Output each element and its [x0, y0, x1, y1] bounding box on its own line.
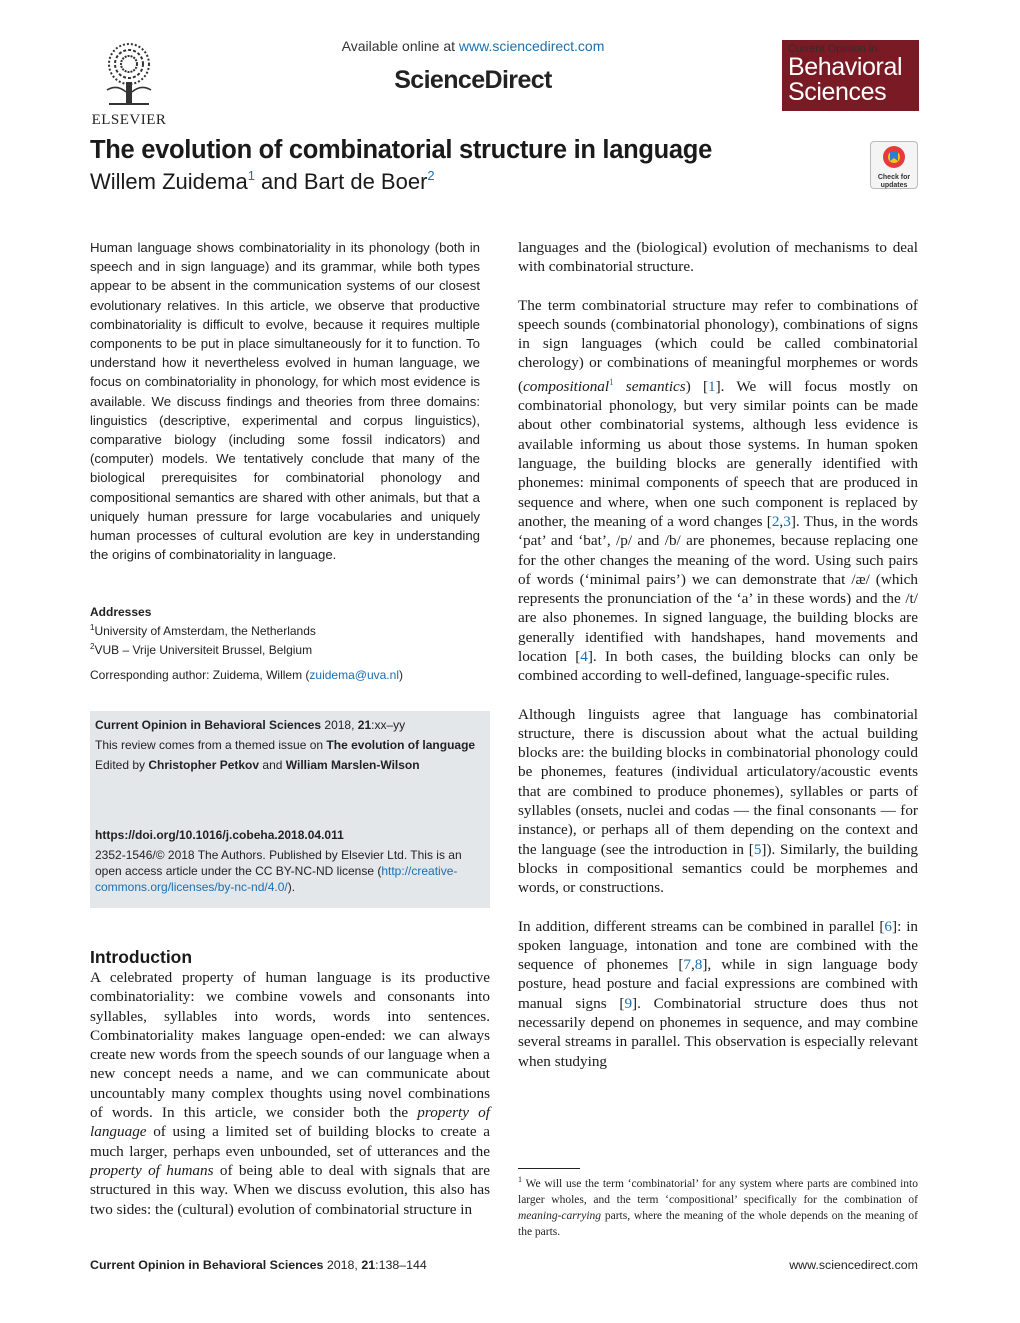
citation-3[interactable]: 3	[783, 512, 791, 530]
introduction-paragraph	[90, 968, 490, 1219]
check-updates-line2: updates	[880, 182, 908, 189]
infobox-editor-and: and	[259, 758, 286, 772]
elsevier-wordmark: ELSEVIER	[91, 112, 167, 128]
p2-text-c: ]. We will focus mostly on combinatorial phonology, but very similar points can be made about other combinatorial systems, although less evidence is available informing us about those systems. In human spoken language, the building blocks are generally identified with phonemes: minimal components of speech that are produced in sequence and where, when one such component is replaced by another, the meaning of a word changes [	[518, 377, 918, 530]
infobox-theme-title: The evolution of language	[326, 738, 476, 752]
citation-8[interactable]: 8	[694, 956, 703, 974]
article-title: The evolution of combinatorial structure in language	[90, 136, 712, 164]
journal-logo	[782, 40, 919, 111]
journal-logo-line2: Sciences	[788, 78, 887, 106]
citation-7[interactable]: 7	[683, 956, 691, 974]
infobox-theme-prefix: This review comes from a themed issue on	[95, 738, 327, 752]
p2-text-b: ) [	[685, 377, 708, 395]
footnote-text-a: We will use the term ‘combinatorial’ for any system where parts are combined into larger wholes, and the term ‘compositional’ specifically for the combination of	[518, 1177, 918, 1206]
citation-9[interactable]: 9	[624, 994, 633, 1012]
check-updates-icon	[881, 145, 907, 169]
author-2-affiliation[interactable]: 2	[427, 168, 435, 183]
right-paragraph-2: The term combinatorial structure may refer to combinations of speech sounds (combinatorial phonology), combinations of signs in sign languages (which could be called combinatorial cherology) or combinations of meaningful morphemes or words (compositional$^1$ semantics) [1]. We will focus mostly on combinatorial phonology, but very similar points can be made about other combinatorial systems, although less evidence is available informing us about those systems. In human spoken language, the building blocks are generally identified with phonemes: minimal components of speech that are produced in sequence and where, when one such component is replaced by another, the meaning of a word changes [2,3]. Thus, in the words ‘pat’ and ‘bat’, /p/ and /b/ are phonemes, because replacing one for the other changes the meaning of the word. Using such pairs of words (‘minimal pairs’) we can demonstrate that /æ/ (which represents the pronunciation of the ‘a’ in these words) and the /t/ are also phonemes. In signed language, the building blocks are generally identified with handshapes, hand movements and location [4]. In both cases, the building blocks can only be combined according to well-defined, language-specific rules.	[518, 296, 919, 685]
author-2: Bart de Boer	[303, 169, 428, 194]
address-2-text: VUB – Vrije Universiteit Brussel, Belgium	[94, 643, 313, 657]
infobox-license-link[interactable]: http://creative-commons.org/licenses/by-nc-nd/4.0/	[95, 864, 458, 894]
intro-text-2: of using a limited set of building blocks to create a much larger, perhaps even unbounded, set of utterances and the	[90, 1123, 490, 1160]
p2-text-d: ]. Thus, in the words ‘pat’ and ‘bat’, /p/ and /b/ are phonemes, because replacing one for the other changes the meaning of the word. Using such pairs of words (‘minimal pairs’) we can demonstrate that /æ/ (which represents the pronunciation of the ‘a’ in these words) and the /t/ are also phonemes. In signed language, the building blocks are generally identified with handshapes, hand movements and location [	[518, 512, 919, 665]
introduction-heading: Introduction	[90, 947, 193, 967]
footer-journal: Current Opinion in Behavioral Sciences	[90, 1258, 324, 1272]
citation-1[interactable]: 1	[708, 377, 716, 395]
author-and: and	[254, 169, 304, 194]
citation-4[interactable]: 4	[580, 648, 588, 665]
corresponding-email-link[interactable]: zuidema@uva.nl	[309, 668, 399, 682]
corresponding-suffix: )	[398, 668, 403, 682]
p2-italic-semantics: semantics	[613, 377, 686, 395]
author-1-affiliation[interactable]: 1	[247, 168, 255, 183]
infobox-doi[interactable]	[95, 827, 485, 843]
addresses-heading: Addresses	[90, 605, 152, 619]
infobox-editor-1: Christopher Petkov	[148, 758, 260, 772]
footnote-ref-1[interactable]: 1	[609, 376, 614, 387]
p3-text-a: Although linguists agree that language has combinatorial structure, there is discussion about what the actual building blocks are: the building blocks in combinatorial phonology could be phonemes, features (individual articulatory/acoustic events that are combined to produce phonemes), syllables or parts of syllables (onsets, nuclei and codas — the final consonants — for instance), or perhaps all of them depending on the context and the language (see the introduction in [	[518, 705, 918, 858]
right-paragraph-1: languages and the (biological) evolution of mechanisms to deal with combinatorial structure.	[518, 239, 918, 276]
right-paragraph-3	[518, 705, 918, 898]
infobox-volume: 21	[357, 718, 372, 732]
infobox-doi-link[interactable]: https://doi.org/10.1016/j.cobeha.2018.04.011	[95, 828, 344, 842]
infobox-copyright-text: 2352-1546/© 2018 The Authors. Published by Elsevier Ltd. This is an open access article under the CC BY-NC-ND license (	[95, 848, 462, 878]
corresponding-author	[90, 668, 490, 682]
footer-volume: 21	[361, 1258, 376, 1272]
address-1-sup: 1	[90, 623, 95, 632]
p2-text-a: The term combinatorial structure may refer to combinations of speech sounds (combinatorial phonology), combinations of signs in sign languages (which could be called combinatorial cherology) or combinations of meaningful morphemes or words (	[518, 296, 918, 395]
footer-year: 2018,	[323, 1258, 362, 1272]
article-info-box	[90, 711, 490, 908]
footnote-1	[518, 1172, 918, 1240]
intro-text-3: of being able to deal with signals that are structured in this way. When we discuss evolution, this also has two sides: the (cultural) evolution of combinatorial structure in	[90, 1161, 490, 1218]
footer-citation	[90, 1258, 427, 1272]
footnote-text-b: parts, where the meaning of the whole depends on the meaning of the parts.	[518, 1209, 918, 1238]
citation-2[interactable]: 2	[771, 512, 780, 530]
p3-text-b: ]). Similarly, the building blocks in compositional semantics could be morphemes and words, or constructions.	[518, 840, 918, 897]
p2-italic-compositional: compositional	[523, 377, 610, 395]
sciencedirect-wordmark: ScienceDirect	[394, 66, 552, 94]
infobox-editor-2: William Marslen-Wilson	[285, 758, 420, 772]
citation-6[interactable]: 6	[884, 917, 893, 935]
footer-url[interactable]: www.sciencedirect.com	[789, 1258, 918, 1272]
abstract: Human language shows combinatoriality in its phonology (both in speech and in sign language) and its grammar, while both types appear to be absent in the communication systems of our closest evolutionary relatives. In this article, we observe that productive combinatoriality is difficult to evolve, because it requires multiple components to be put in place simultaneously for it to function. To understand how it nevertheless evolved in human language, we focus on combinatoriality in phonology, for which most evidence is available. We discuss findings and theories from three domains: linguistics (descriptive, experimental and corpus linguistics), comparative biology (including some fossil indicators) and (computer) models. We tentatively conclude that many of the biological prerequisites for combinatorial phonology and compositional semantics are shared with other animals, but that a uniquely human pressure for large vocabularies and uniquely human processes of cultural evolution are key in understanding the origins of combinatoriality in language.	[90, 240, 480, 563]
infobox-editors	[95, 757, 485, 773]
address-1-text: University of Amsterdam, the Netherlands	[94, 624, 316, 638]
infobox-copyright	[95, 847, 485, 895]
address-2	[90, 639, 490, 658]
intro-italic-1: property of language	[90, 1104, 490, 1141]
right-column	[518, 238, 918, 1090]
citation-5[interactable]: 5	[753, 840, 762, 858]
right-paragraph-4: In addition, different streams can be combined in parallel [6]: in spoken language, intonation and tone are combined with the sequence of phonemes [7,8], while in sign language body posture, head posture and facial expressions are combined with manual signs [9]. Combinatorial structure does thus not necessarily depend on phonemes in sequence, and may combine several streams in parallel. This observation is especially relevant when studying	[518, 917, 919, 1070]
sciencedirect-link[interactable]: www.sciencedirect.com	[458, 38, 605, 54]
infobox-edited-prefix: Edited by	[95, 758, 149, 772]
infobox-pages: :xx–yy	[371, 718, 406, 732]
address-2-sup: 2	[90, 642, 95, 651]
infobox-copyright-end: ).	[287, 880, 296, 894]
infobox-journal: Current Opinion in Behavioral Sciences	[95, 718, 322, 732]
corresponding-prefix: Corresponding author: Zuidema, Willem (	[90, 668, 310, 682]
journal-logo-small: Current Opinion in	[788, 43, 878, 55]
available-prefix: Available online at	[341, 38, 459, 54]
author-list	[90, 168, 435, 195]
p4-text-d: ]. Combinatorial structure does thus not necessarily depend on phonemes in sequence, and may combine several streams in parallel. This observation is especially relevant when studying	[518, 994, 918, 1070]
p2-text-e: ]. In both cases, the building blocks can only be combined according to well-defined, language-specific rules.	[518, 648, 918, 685]
p4-text-a: In addition, different streams can be combined in parallel [	[518, 917, 885, 935]
journal-logo-line1: Behavioral	[788, 53, 903, 81]
addresses	[90, 604, 490, 658]
infobox-citation	[95, 717, 485, 733]
intro-italic-2: property of humans	[90, 1161, 214, 1179]
infobox-theme	[95, 737, 485, 753]
check-for-updates-badge[interactable]	[870, 141, 918, 189]
footnote-italic: meaning-carrying	[518, 1209, 602, 1222]
address-1	[90, 620, 490, 639]
p4-text-c: ], while in sign language body posture, head posture and facial expressions are combined with manual signs [	[518, 956, 918, 1012]
footer-pages: :138–144	[375, 1258, 427, 1272]
footnote-divider	[518, 1168, 580, 1169]
author-1: Willem Zuidema	[90, 169, 248, 194]
p4-text-b: ]: in spoken language, intonation and tone are combined with the sequence of phonemes [	[518, 917, 919, 974]
intro-text-1: A celebrated property of human language is its productive combinatoriality: we combine vowels and consonants into syllables, syllables into words, words into sentences. Combinatoriality makes language open-ended: we can always create new words from the speech sounds of our language when a new concept needs a name, and we can communicate about uncountably many complex thoughts using novel combinations of words. In this article, we consider both the	[90, 969, 490, 1122]
check-updates-line1: Check for	[877, 174, 911, 181]
footnote-number: 1	[518, 1175, 522, 1184]
infobox-year: 2018,	[321, 718, 358, 732]
